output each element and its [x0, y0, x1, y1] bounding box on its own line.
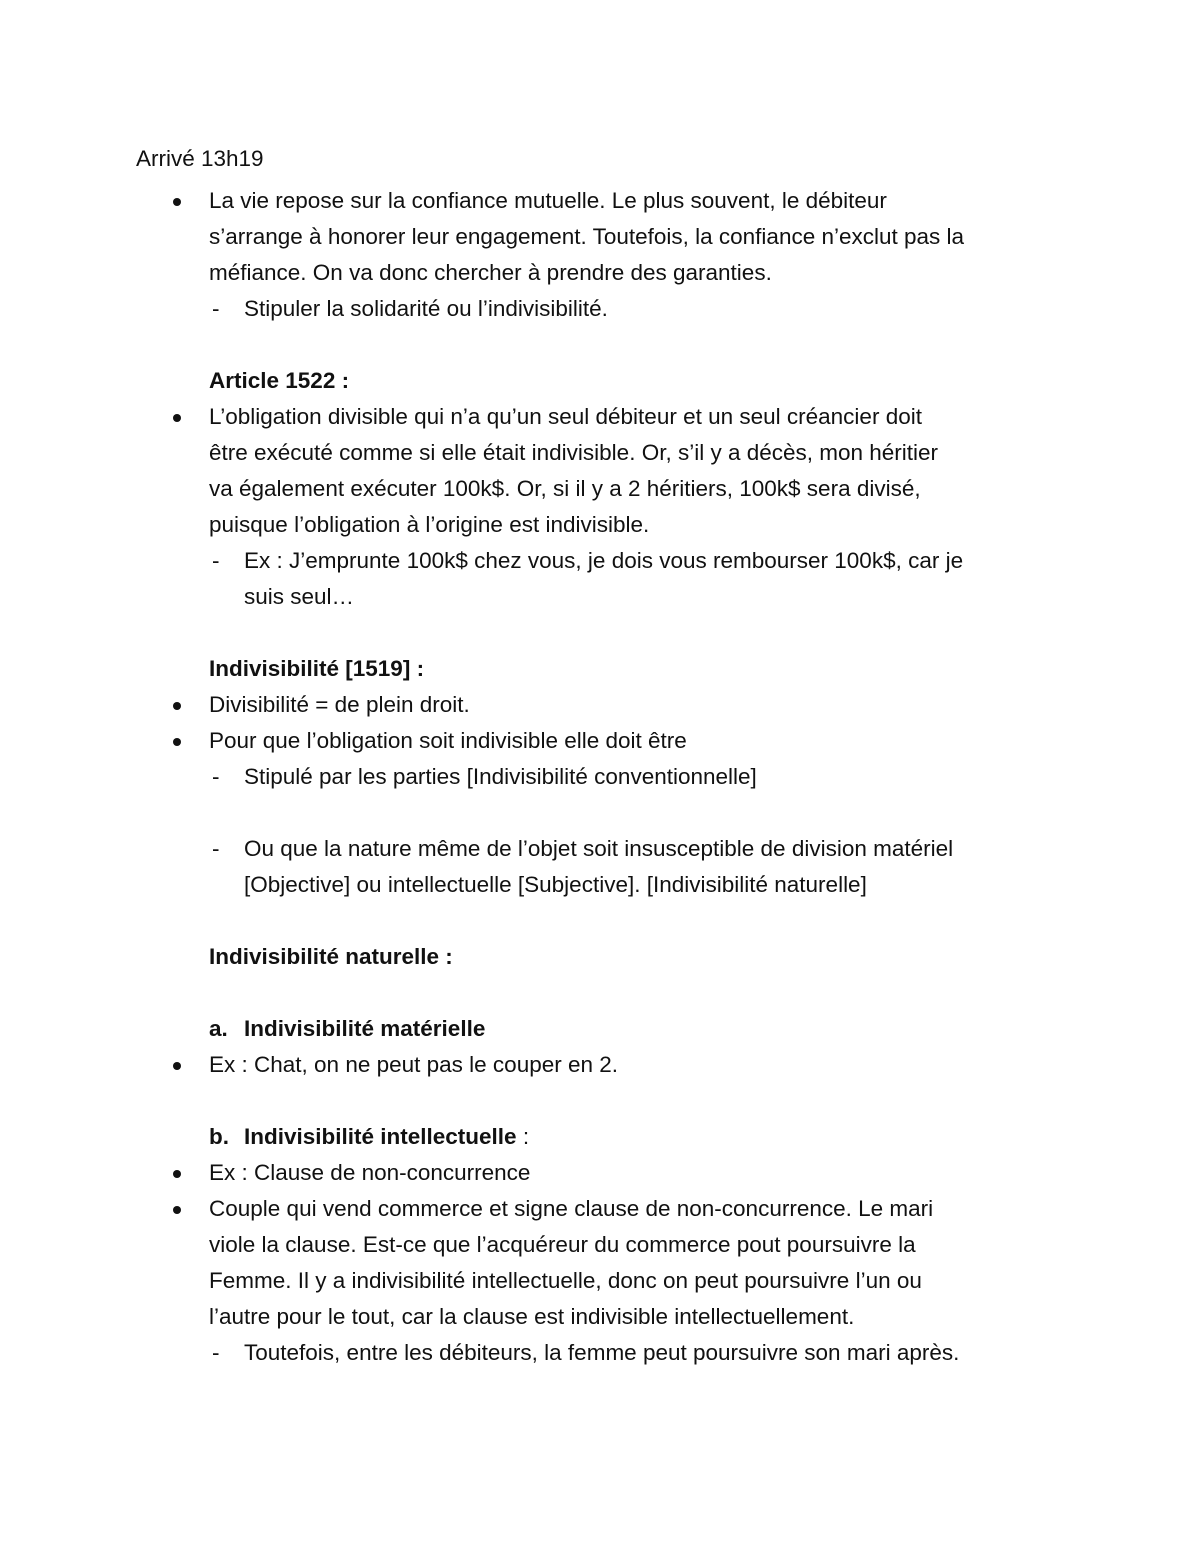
- dash-icon: -: [212, 764, 220, 789]
- article-dash: - Ex : J’emprunte 100k$ chez vous, je dois vous rembourser 100k$, car je suis seul…: [136, 543, 1070, 615]
- indivisibilite-bullet-2: Pour que l’obligation soit indivisible elle doit être: [136, 723, 1070, 759]
- naturelle-b-bullet-2: Couple qui vend commerce et signe clause de non-concurrence. Le mari viole la clause. Est-ce que l’acquéreur du commerce pout poursuivre la Femme. Il y a indivisibilité intellectuelle, donc on peut poursuivre l’un ou l’autre pour le tout, car la clause est indivisible intellectuellement.: [136, 1191, 1070, 1335]
- dash-icon: -: [212, 836, 220, 861]
- indivisibilite-bullet-1: Divisibilité = de plein droit.: [136, 687, 1070, 723]
- naturelle-a-bullet-1: Ex : Chat, on ne peut pas le couper en 2.: [136, 1047, 1070, 1083]
- arrival-time: Arrivé 13h19: [136, 146, 264, 171]
- list-label-a: a.: [209, 1016, 228, 1041]
- bullet-icon: [173, 1062, 181, 1070]
- intro-bullet: La vie repose sur la confiance mutuelle. Le plus souvent, le débiteur s’arrange à honorer leur engagement. Toutefois, la confiance n’exclut pas la méfiance. On va donc chercher à prendre des garanties.: [136, 183, 1070, 291]
- naturelle-b-dash-1: - Toutefois, entre les débiteurs, la femme peut poursuivre son mari après.: [136, 1335, 1070, 1371]
- bullet-icon: [173, 198, 181, 206]
- subheading-a: a. Indivisibilité matérielle: [136, 1011, 1070, 1047]
- indivisibilite-heading: Indivisibilité [1519] :: [209, 656, 425, 681]
- list-label-b: b.: [209, 1124, 229, 1149]
- naturelle-b-bullet-1: Ex : Clause de non-concurrence: [136, 1155, 1070, 1191]
- naturelle-heading: Indivisibilité naturelle :: [209, 944, 453, 969]
- dash-icon: -: [212, 548, 220, 573]
- indivisibilite-dash-1: - Stipulé par les parties [Indivisibilité conventionnelle]: [136, 759, 1070, 795]
- bullet-icon: [173, 738, 181, 746]
- article-bullet: L’obligation divisible qui n’a qu’un seul débiteur et un seul créancier doit être exécuté comme si elle était indivisible. Or, s’il y a décès, mon héritier va également exécuter 100k$. Or, si il y a 2 héritiers, 100k$ sera divisé, puisque l’obligation à l’origine est indivisible.: [136, 399, 1070, 543]
- intro-dash: - Stipuler la solidarité ou l’indivisibilité.: [136, 291, 1070, 327]
- article-heading: Article 1522 :: [209, 368, 350, 393]
- dash-icon: -: [212, 1340, 220, 1365]
- bullet-icon: [173, 1206, 181, 1214]
- bullet-icon: [173, 1170, 181, 1178]
- bullet-icon: [173, 414, 181, 422]
- dash-icon: -: [212, 296, 220, 321]
- subheading-b: b. Indivisibilité intellectuelle :: [136, 1119, 1070, 1155]
- indivisibilite-dash-2: - Ou que la nature même de l’objet soit insusceptible de division matériel [Objective] ou intellectuelle [Subjective]. [Indivisibilité naturelle]: [136, 831, 1070, 903]
- bullet-icon: [173, 702, 181, 710]
